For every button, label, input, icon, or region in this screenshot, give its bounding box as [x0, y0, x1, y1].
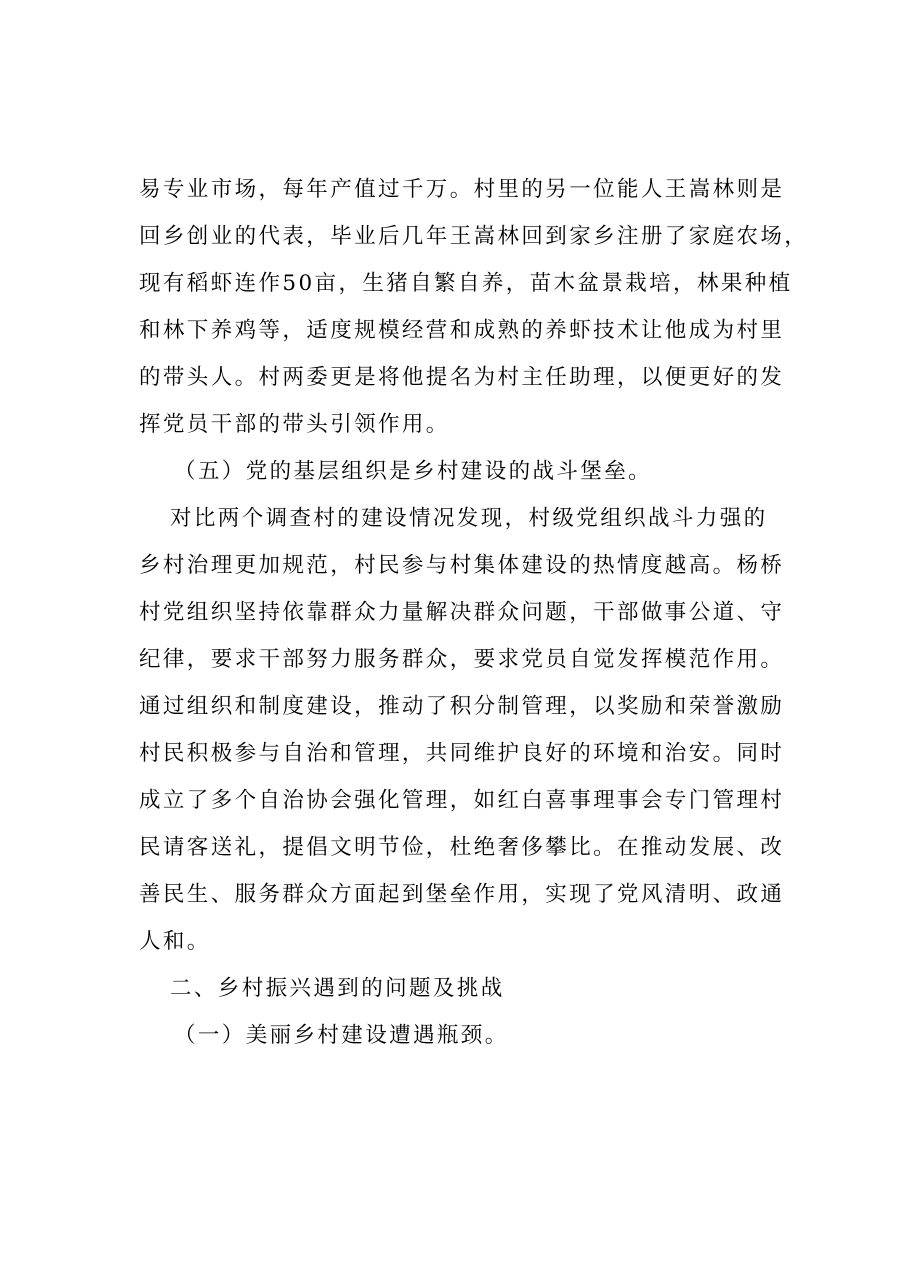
document-body	[139, 166, 809, 1059]
text-line: 人和。	[139, 929, 211, 954]
text-line: 现有稻虾连作50亩，生猪自繁自养，苗木盆景栽培，林果种植	[139, 271, 793, 296]
text-line: 村党组织坚持依靠群众力量解决群众问题，干部做事公道、守	[139, 600, 785, 625]
text-line: 易专业市场，每年产值过千万。村里的另一位能人王嵩林则是	[139, 177, 785, 202]
text-line: 对比两个调查村的建设情况发现，村级党组织战斗力强的	[170, 506, 768, 531]
subheading-text: （五）党的基层组织是乡村建设的战斗堡垒。	[174, 459, 653, 484]
text-line: 纪律，要求干部努力服务群众，要求党员自觉发挥模范作用。	[139, 647, 785, 672]
text-line: 善民生、服务群众方面起到堡垒作用，实现了党风清明、政通	[139, 882, 785, 907]
text-line: 通过组织和制度建设，推动了积分制管理，以奖励和荣誉激励	[139, 694, 785, 719]
paragraph-village-talent	[139, 166, 809, 448]
paragraph-party-organization	[139, 495, 799, 965]
section-two-heading	[139, 965, 799, 1012]
text-line: 村民积极参与自治和管理，共同维护良好的环境和治安。同时	[139, 741, 785, 766]
text-line: 和林下养鸡等，适度规模经营和成熟的养虾技术让他成为村里	[139, 318, 785, 343]
section-title: 二、乡村振兴遇到的问题及挑战	[170, 976, 505, 1001]
subheading-one	[139, 1012, 799, 1059]
text-line: 乡村治理更加规范，村民参与村集体建设的热情度越高。杨桥	[139, 553, 785, 578]
text-line: 回乡创业的代表，毕业后几年王嵩林回到家乡注册了家庭农场，	[139, 224, 809, 249]
subheading-text: （一）美丽乡村建设遭遇瓶颈。	[174, 1023, 509, 1048]
text-line: 成立了多个自治协会强化管理，如红白喜事理事会专门管理村	[139, 788, 785, 813]
subheading-five	[139, 448, 799, 495]
text-line: 民请客送礼，提倡文明节俭，杜绝奢侈攀比。在推动发展、改	[139, 835, 785, 860]
text-line: 的带头人。村两委更是将他提名为村主任助理，以便更好的发	[139, 365, 785, 390]
text-line: 挥党员干部的带头引领作用。	[139, 412, 450, 437]
